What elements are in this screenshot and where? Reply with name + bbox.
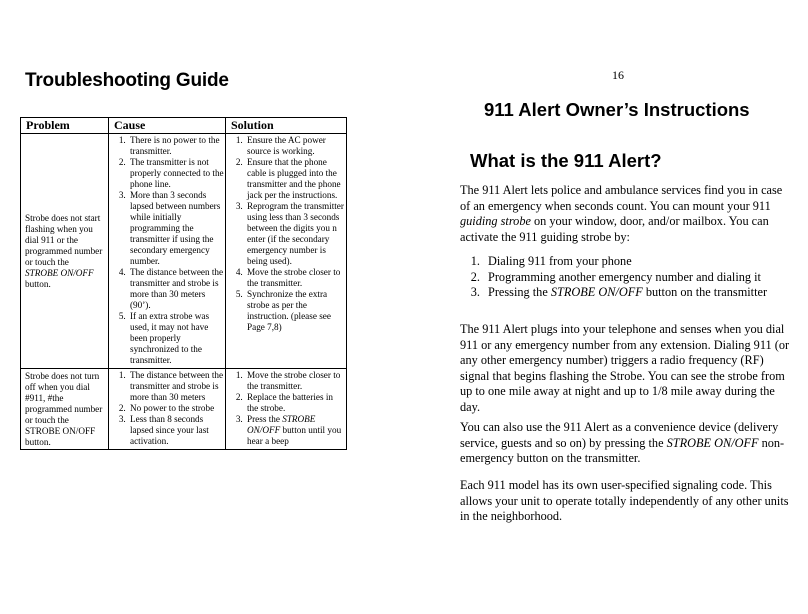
problem-text: Strobe does not turn off when you dial #911, #the programmed number or touch the STROBE ON/OFF button. — [25, 370, 103, 447]
section-title: What is the 911 Alert? — [470, 150, 662, 171]
list-item — [483, 254, 808, 270]
problem-text-end: button. — [25, 278, 51, 289]
convenience-text-end: non-emergency button on the transmitter. — [460, 435, 785, 466]
how-it-works-paragraph: The 911 Alert plugs into your telephone and senses when you dial 911 or any emergency number from any extension. Dialing 911 (or any other emergency number) triggers a radio frequency (RF) signal that begins flashing the Strobe. You can see the strobe from up to one mile away at night and up to 1/8 mile away during the day. — [460, 322, 790, 414]
troubleshooting-title: Troubleshooting Guide — [25, 70, 229, 91]
cause-item: 3. Less than 8 seconds lapsed since your last activation. — [128, 414, 224, 447]
solution-item: 1. Ensure the AC power source is working. — [245, 135, 345, 157]
intro-text: The 911 Alert lets police and ambulance services find you in case of an emergency when seconds count. You can mount your 911 — [460, 183, 783, 213]
cause-item: 4. The distance between the transmitter and strobe is more than 30 meters (90’). — [128, 267, 224, 311]
solution-cell — [226, 134, 347, 369]
activation-steps — [465, 254, 808, 301]
list-item — [483, 270, 808, 286]
solution-item: 1. Move the strobe closer to the transmitter. — [245, 370, 345, 392]
solution-item: 3. Reprogram the transmitter using less than 3 seconds between the digits you n enter (if the secondary emergency number is being used). — [245, 201, 345, 267]
cause-item: 2. No power to the strobe — [128, 403, 224, 414]
header-cause: Cause — [109, 118, 226, 134]
header-solution: Solution — [226, 118, 347, 134]
table-row — [21, 369, 347, 450]
cause-item: 2. The transmitter is not properly connected to the phone line. — [128, 157, 224, 190]
step-emphasis: STROBE ON/OFF — [550, 285, 643, 300]
page-title: 911 Alert Owner’s Instructions — [484, 99, 750, 120]
cause-item: 5. If an extra strobe was used, it may not have been properly synchronized to the transmitter. — [128, 311, 224, 366]
solution-item — [245, 414, 345, 447]
problem-emphasis: STROBE ON/OFF — [25, 267, 94, 278]
problem-cell — [21, 369, 109, 450]
solution-text-end: button until you hear a beep — [247, 425, 342, 446]
convenience-emphasis: STROBE ON/OFF — [666, 435, 759, 450]
step-text-end: button on the transmitter — [642, 285, 768, 300]
solution-text: Press the — [247, 414, 283, 424]
list-item — [483, 285, 808, 301]
intro-text-end: on your window, door, and/or mailbox. You can activate the 911 guiding strobe by: — [460, 214, 769, 244]
solution-item: 4. Move the strobe closer to the transmitter. — [245, 267, 345, 289]
problem-cell — [21, 134, 109, 369]
cause-cell — [109, 134, 226, 369]
troubleshooting-table — [20, 117, 347, 450]
solution-item: 5. Synchronize the extra strobe as per the instruction. (please see Page 7,8) — [245, 289, 345, 333]
cause-item: 1. The distance between the transmitter and strobe is more than 30 meters — [128, 370, 224, 403]
intro-paragraph — [460, 183, 790, 245]
solution-emphasis: STROBE ON/OFF — [247, 414, 316, 435]
solution-cell — [226, 369, 347, 450]
step-text: Programming another emergency number and dialing it — [488, 269, 761, 284]
intro-emphasis: guiding strobe — [460, 214, 531, 229]
convenience-paragraph — [460, 420, 790, 467]
page-number: 16 — [612, 68, 624, 82]
solution-item: 2. Ensure that the phone cable is plugged into the transmitter and the phone jack per the instructions. — [245, 157, 345, 201]
table-row — [21, 134, 347, 369]
cause-item: 1. There is no power to the transmitter. — [128, 135, 224, 157]
step-text: Pressing the — [488, 285, 551, 300]
problem-text: Strobe does not start flashing when you dial 911 or the programmed number or touch the — [25, 212, 103, 267]
signaling-paragraph: Each 911 model has its own user-specified signaling code. This allows your unit to operate totally independently of any other units in the neighborhood. — [460, 478, 789, 524]
solution-item: 2. Replace the batteries in the strobe. — [245, 392, 345, 414]
header-problem: Problem — [21, 118, 109, 134]
table-header-row — [21, 118, 347, 134]
cause-cell — [109, 369, 226, 450]
convenience-text: You can also use the 911 Alert as a convenience device (delivery service, guests and so on) by pressing the — [460, 420, 779, 450]
cause-item: 3. More than 3 seconds lapsed between numbers while initially programming the transmitter if using the secondary emergency number. — [128, 190, 224, 267]
step-text: Dialing 911 from your phone — [488, 254, 632, 268]
